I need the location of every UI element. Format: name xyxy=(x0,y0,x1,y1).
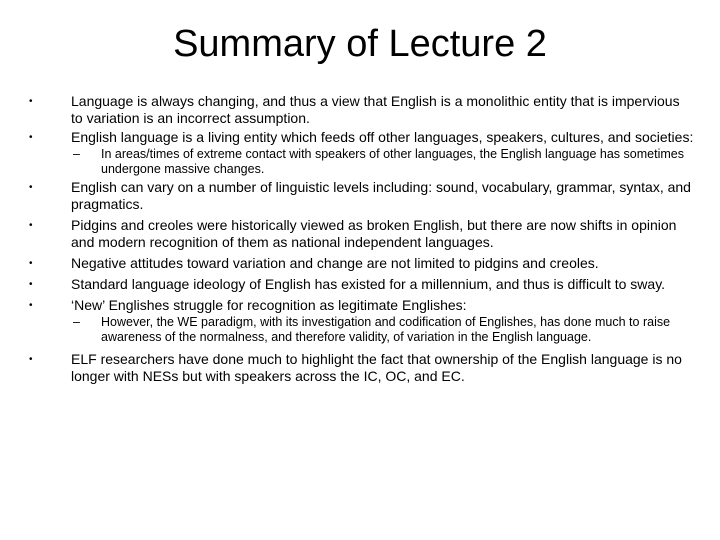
bullet-text: ‘New’ Englishes struggle for recognition as legitimate Englishes: xyxy=(71,297,467,313)
bullet-text: ELF researchers have done much to highlight the fact that ownership of the English language is no longer with NESs but with speakers across the IC, OC, and EC. xyxy=(71,351,682,384)
bullet-text: Language is always changing, and thus a view that English is a monolithic entity that is impervious to variation is an incorrect assumption. xyxy=(71,93,680,126)
bullet-marker: • xyxy=(29,220,33,231)
bullet-item xyxy=(27,93,695,127)
bullet-marker: • xyxy=(29,132,33,143)
slide-title: Summary of Lecture 2 xyxy=(173,23,547,65)
bullet-item xyxy=(27,255,695,272)
bullet-text: Negative attitudes toward variation and change are not limited to pidgins and creoles. xyxy=(71,255,599,271)
bullet-marker: • xyxy=(29,258,33,269)
bullet-marker: • xyxy=(29,354,33,365)
sub-bullet-text: However, the WE paradigm, with its investigation and codification of Englishes, has done much to raise awareness of the normalness, and therefore validity, of variation in the English language. xyxy=(101,315,671,344)
bullet-marker: • xyxy=(29,279,33,290)
bullet-item xyxy=(27,217,695,251)
sub-bullet-marker: – xyxy=(73,315,80,329)
bullet-item xyxy=(27,179,695,213)
bullet-item xyxy=(27,351,695,385)
sub-bullet-item xyxy=(27,315,695,345)
sub-bullet-marker: – xyxy=(73,147,80,161)
bullet-text: Standard language ideology of English has existed for a millennium, and thus is difficult to sway. xyxy=(71,276,666,292)
bullet-text: Pidgins and creoles were historically viewed as broken English, but there are now shifts in opinion and modern recognition of them as national independent languages. xyxy=(71,217,677,250)
bullet-text: English language is a living entity which feeds off other languages, speakers, cultures, and societies: xyxy=(71,129,694,145)
bullet-list xyxy=(27,93,695,385)
bullet-marker: • xyxy=(29,96,33,107)
sub-bullet-item xyxy=(27,147,695,177)
sub-bullet-text: In areas/times of extreme contact with speakers of other languages, the English language has sometimes undergone massive changes. xyxy=(101,147,684,176)
bullet-item xyxy=(27,297,695,314)
bullet-marker: • xyxy=(29,182,33,193)
bullet-item xyxy=(27,129,695,146)
bullet-text: English can vary on a number of linguistic levels including: sound, vocabulary, grammar, syntax, and pragmatics. xyxy=(71,179,691,212)
bullet-marker: • xyxy=(29,300,33,311)
bullet-item xyxy=(27,276,695,293)
